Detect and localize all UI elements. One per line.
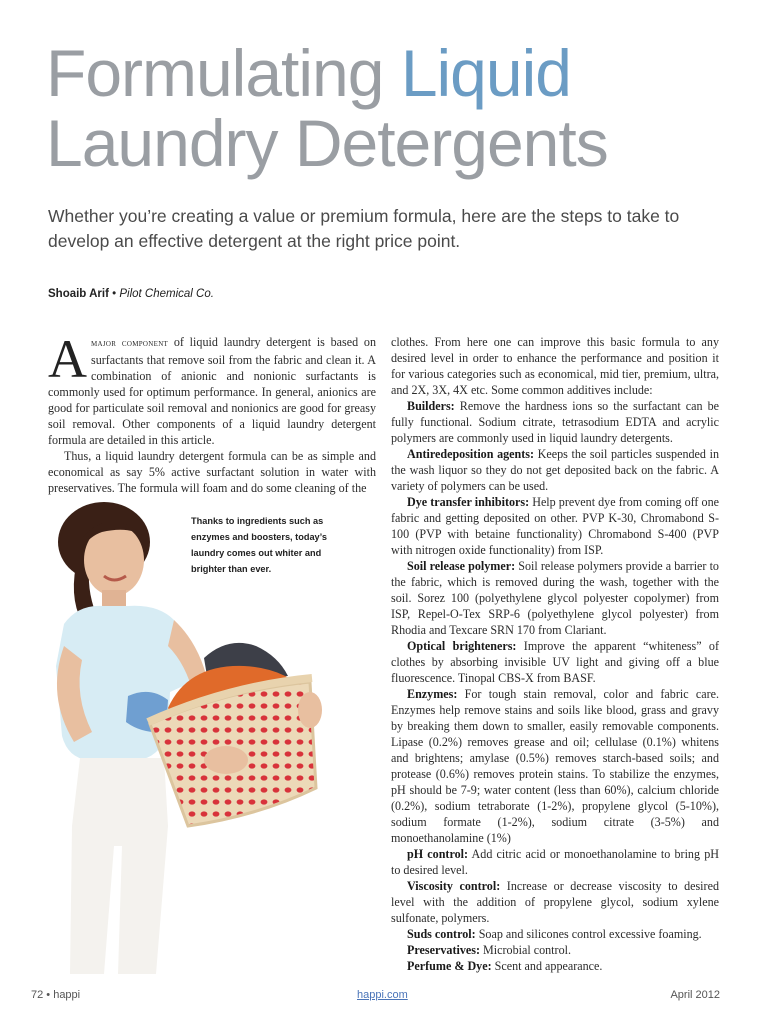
additive-text: Help prevent dye from coming off one fabric and getting deposited on other. PVP K-30, Chromabond S-100 (PVP with betaine functionality) Chromabond S-400 (PVP with nitrogen oxide functionality) from ISP. bbox=[391, 495, 719, 557]
additive-item bbox=[391, 846, 719, 878]
article-title bbox=[46, 38, 608, 178]
additive-text: Soap and silicones control excessive foaming. bbox=[475, 927, 702, 941]
additive-item bbox=[391, 558, 719, 638]
additive-label: Suds control: bbox=[407, 927, 476, 941]
additive-text: Increase or decrease viscosity to desired level with the addition of propylene glycol, sodium xylene sulfonate, polymers. bbox=[391, 879, 719, 925]
drop-cap: A bbox=[48, 329, 87, 389]
additive-item bbox=[391, 878, 719, 926]
additive-item bbox=[391, 638, 719, 686]
additive-text: Remove the hardness ions so the surfactant can be fully functional. Sodium citrate, tetrasodium EDTA and acrylic polymers are commonly used in liquid laundry detergents. bbox=[391, 399, 719, 445]
right-column bbox=[391, 334, 719, 974]
additive-text: Keeps the soil particles suspended in the wash liquor so they do not get deposited back on the fabric. A variety of polymers can be used. bbox=[391, 447, 719, 493]
additive-text: Add citric acid or monoethanolamine to bring pH to desired level. bbox=[391, 847, 719, 877]
title-line1-accent: Liquid bbox=[400, 36, 571, 110]
left-paragraph-1-text: of liquid laundry detergent is based on surfactants that remove soil from the fabric and clean it. A combination of anionic and nonionic surfactants is commonly used for optimum performance. In general, anionics are good for particulate soil removal and nonionics are good for greasy soil removal. Other components of a liquid laundry detergent formula are detailed in this article. bbox=[48, 335, 376, 447]
additive-label: Perfume & Dye: bbox=[407, 959, 492, 973]
additive-item bbox=[391, 494, 719, 558]
left-hand-shape bbox=[204, 746, 248, 774]
additive-item bbox=[391, 926, 719, 942]
additive-item bbox=[391, 398, 719, 446]
title-line2: Laundry Detergents bbox=[46, 106, 608, 180]
additive-text: Improve the apparent “whiteness” of clothes by absorbing invisible UV light and giving off a blue fluorescence. Tinopal CBS-X from BASF. bbox=[391, 639, 720, 685]
additive-label: Dye transfer inhibitors: bbox=[407, 495, 530, 509]
author-organization: Pilot Chemical Co. bbox=[119, 288, 214, 300]
additive-item bbox=[391, 686, 719, 846]
additive-text: Soil release polymers provide a barrier to the fabric, which is removed during the wash, together with the soil. Sorez 100 (polyethylene glycol polyester copolymer) from ISP, Repel-O-Tex SRP-6 (polyethylene glycol polyester) from Rhodia and Texcare SRN 170 from Clariant. bbox=[391, 559, 719, 637]
article-subtitle: Whether you’re creating a value or premium formula, here are the steps to take to develop an effective detergent at the right price point. bbox=[48, 206, 680, 251]
footer-site-link[interactable]: happi.com bbox=[357, 989, 408, 1001]
additive-label: Viscosity control: bbox=[407, 879, 501, 893]
additive-label: Soil release polymer: bbox=[407, 559, 516, 573]
byline bbox=[48, 288, 214, 300]
additive-text: Scent and appearance. bbox=[491, 959, 603, 973]
lead-smallcaps: major component bbox=[91, 338, 169, 349]
right-intro: clothes. From here one can improve this basic formula to any desired level in order to enhance the performance and position it for various categories such as economical, mid tier, premium, ultra, and 2X, 3X, 4X etc. Some common additives include: bbox=[391, 335, 719, 397]
pants-shape bbox=[70, 758, 168, 974]
additive-text: Microbial control. bbox=[479, 943, 572, 957]
additive-label: Optical brighteners: bbox=[407, 639, 517, 653]
additive-text: For tough stain removal, color and fabric care. Enzymes help remove stains and soils like blood, grass and gravy by breaking them down to smaller, easily removable components. Lipase (0.2%) removes grease and oil; cellulase (0.1%) whitens and brightens; amylase (0.5%) removes starch-based soils; and protease (0.6%) removes protein stains. To stabilize the enzymes, pH should be 7-9; water content (less than 60%), calcium chloride (0.2%), sodium tetraborate (1-2%), propylene glycol (5-10%), sodium formate (1-2%), sodium citrate (3-5%) and monoethanolamine (1%) bbox=[391, 687, 719, 845]
footer-date: April 2012 bbox=[670, 989, 720, 1001]
additive-label: Preservatives: bbox=[407, 943, 480, 957]
additive-item bbox=[391, 446, 719, 494]
additive-label: Antiredeposition agents: bbox=[407, 447, 535, 461]
left-paragraph-2: Thus, a liquid laundry detergent formula can be as simple and economical as say 5% active surfactant solution in water with preservatives. The formula will foam and do some cleaning of the bbox=[48, 449, 376, 495]
additive-label: Enzymes: bbox=[407, 687, 458, 701]
left-column bbox=[48, 329, 376, 496]
title-line1-plain: Formulating bbox=[46, 36, 401, 110]
right-hand-shape bbox=[298, 692, 322, 728]
byline-separator: • bbox=[108, 288, 120, 300]
author-name: Shoaib Arif bbox=[48, 288, 109, 300]
additive-item bbox=[391, 958, 719, 974]
additive-label: pH control: bbox=[407, 847, 469, 861]
footer-page-number: 72 • happi bbox=[31, 989, 81, 1001]
photo-caption: Thanks to ingredients such as enzymes and boosters, today’s laundry comes out whiter and brighter than ever. bbox=[191, 516, 327, 574]
additives-list bbox=[391, 398, 719, 974]
additive-item bbox=[391, 942, 719, 958]
left-paragraph-1 bbox=[48, 329, 376, 448]
additive-label: Builders: bbox=[407, 399, 455, 413]
